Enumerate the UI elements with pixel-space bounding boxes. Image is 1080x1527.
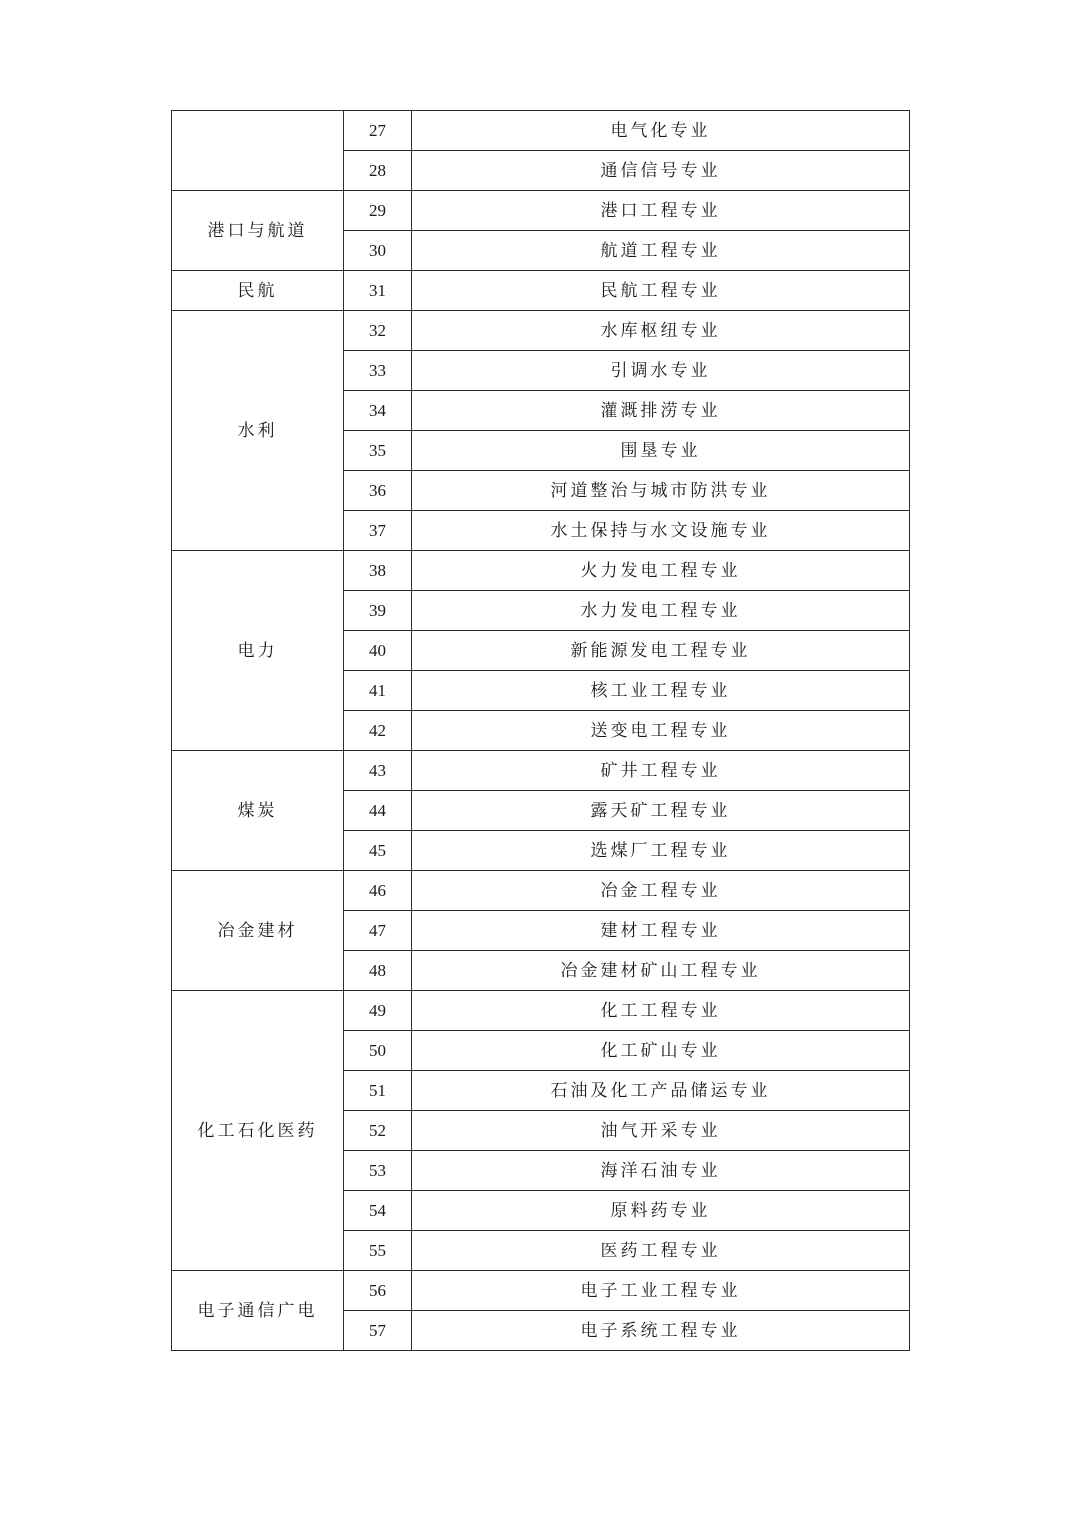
specialty-name-cell: 冶金建材矿山工程专业 (412, 951, 910, 991)
row-number-cell: 45 (344, 831, 412, 871)
row-number-cell: 56 (344, 1271, 412, 1311)
table-row (172, 191, 910, 231)
row-number-cell: 57 (344, 1311, 412, 1351)
category-cell (172, 111, 344, 191)
row-number-cell: 30 (344, 231, 412, 271)
specialty-name-cell: 电子工业工程专业 (412, 1271, 910, 1311)
category-cell: 化工石化医药 (172, 991, 344, 1271)
specialty-name-cell: 冶金工程专业 (412, 871, 910, 911)
row-number-cell: 52 (344, 1111, 412, 1151)
specialty-name-cell: 电子系统工程专业 (412, 1311, 910, 1351)
row-number-cell: 43 (344, 751, 412, 791)
category-cell: 冶金建材 (172, 871, 344, 991)
table-row (172, 991, 910, 1031)
row-number-cell: 50 (344, 1031, 412, 1071)
row-number-cell: 33 (344, 351, 412, 391)
row-number-cell: 27 (344, 111, 412, 151)
specialty-name-cell: 引调水专业 (412, 351, 910, 391)
row-number-cell: 39 (344, 591, 412, 631)
specialty-name-cell: 油气开采专业 (412, 1111, 910, 1151)
specialty-name-cell: 通信信号专业 (412, 151, 910, 191)
specialty-name-cell: 医药工程专业 (412, 1231, 910, 1271)
row-number-cell: 32 (344, 311, 412, 351)
row-number-cell: 41 (344, 671, 412, 711)
table-row (172, 871, 910, 911)
row-number-cell: 54 (344, 1191, 412, 1231)
table-row (172, 551, 910, 591)
specialty-name-cell: 矿井工程专业 (412, 751, 910, 791)
category-cell: 港口与航道 (172, 191, 344, 271)
table-row (172, 311, 910, 351)
row-number-cell: 47 (344, 911, 412, 951)
specialty-name-cell: 核工业工程专业 (412, 671, 910, 711)
specialty-name-cell: 新能源发电工程专业 (412, 631, 910, 671)
specialty-name-cell: 化工工程专业 (412, 991, 910, 1031)
table-row (172, 111, 910, 151)
specialty-name-cell: 选煤厂工程专业 (412, 831, 910, 871)
row-number-cell: 51 (344, 1071, 412, 1111)
specialty-name-cell: 送变电工程专业 (412, 711, 910, 751)
specialty-name-cell: 石油及化工产品储运专业 (412, 1071, 910, 1111)
row-number-cell: 49 (344, 991, 412, 1031)
specialty-name-cell: 航道工程专业 (412, 231, 910, 271)
row-number-cell: 37 (344, 511, 412, 551)
row-number-cell: 36 (344, 471, 412, 511)
specialty-name-cell: 化工矿山专业 (412, 1031, 910, 1071)
category-cell: 民航 (172, 271, 344, 311)
specialty-name-cell: 建材工程专业 (412, 911, 910, 951)
row-number-cell: 29 (344, 191, 412, 231)
specialty-name-cell: 水库枢纽专业 (412, 311, 910, 351)
specialty-name-cell: 火力发电工程专业 (412, 551, 910, 591)
specialty-name-cell: 河道整治与城市防洪专业 (412, 471, 910, 511)
table-body (172, 111, 910, 1351)
table-row (172, 271, 910, 311)
specialty-name-cell: 水土保持与水文设施专业 (412, 511, 910, 551)
specialty-name-cell: 水力发电工程专业 (412, 591, 910, 631)
specialty-name-cell: 电气化专业 (412, 111, 910, 151)
table-row (172, 751, 910, 791)
row-number-cell: 55 (344, 1231, 412, 1271)
row-number-cell: 44 (344, 791, 412, 831)
specialty-name-cell: 围垦专业 (412, 431, 910, 471)
row-number-cell: 48 (344, 951, 412, 991)
row-number-cell: 31 (344, 271, 412, 311)
specialty-name-cell: 民航工程专业 (412, 271, 910, 311)
category-cell: 电力 (172, 551, 344, 751)
row-number-cell: 38 (344, 551, 412, 591)
specialty-name-cell: 港口工程专业 (412, 191, 910, 231)
category-cell: 水利 (172, 311, 344, 551)
specialty-name-cell: 原料药专业 (412, 1191, 910, 1231)
row-number-cell: 28 (344, 151, 412, 191)
row-number-cell: 53 (344, 1151, 412, 1191)
row-number-cell: 42 (344, 711, 412, 751)
specialty-table (171, 110, 910, 1351)
row-number-cell: 46 (344, 871, 412, 911)
table-row (172, 1271, 910, 1311)
category-cell: 电子通信广电 (172, 1271, 344, 1351)
specialty-name-cell: 露天矿工程专业 (412, 791, 910, 831)
row-number-cell: 35 (344, 431, 412, 471)
category-cell: 煤炭 (172, 751, 344, 871)
specialty-name-cell: 海洋石油专业 (412, 1151, 910, 1191)
specialty-name-cell: 灌溉排涝专业 (412, 391, 910, 431)
row-number-cell: 34 (344, 391, 412, 431)
row-number-cell: 40 (344, 631, 412, 671)
